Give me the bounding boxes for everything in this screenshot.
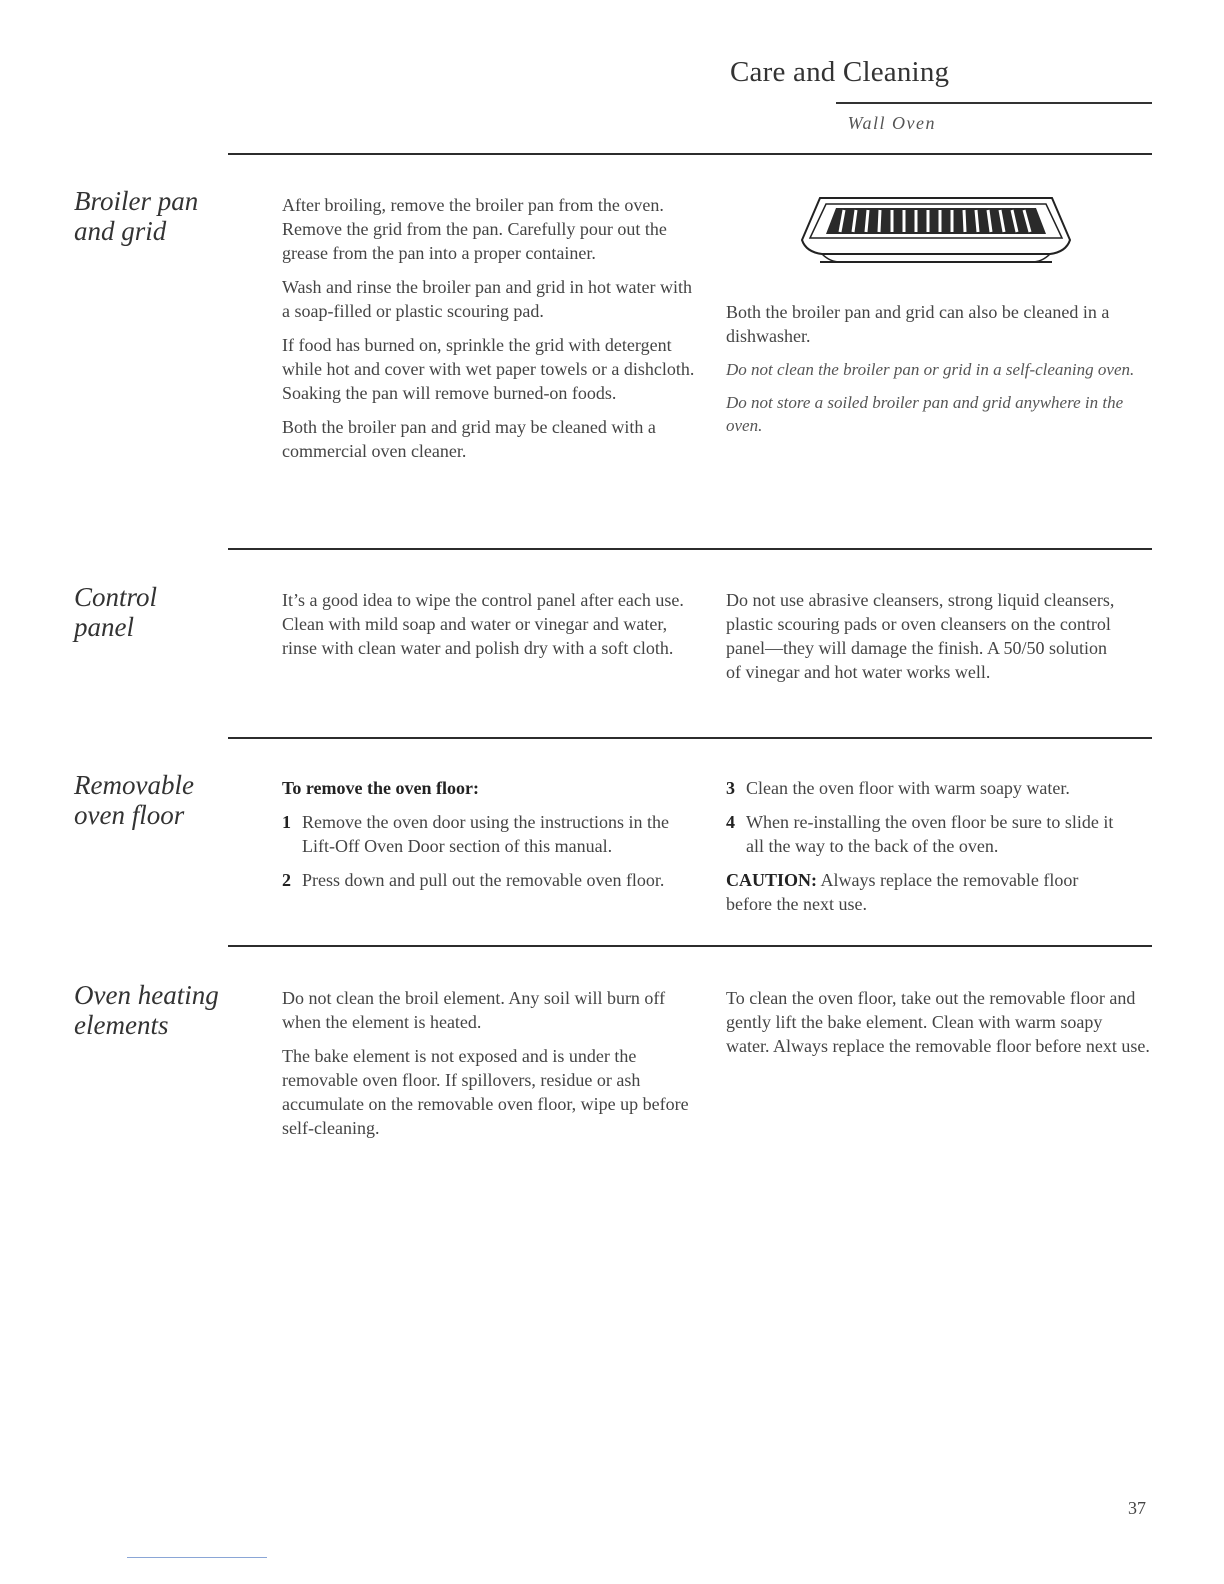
section-title-line: Control: [74, 582, 158, 612]
section-title-line: panel: [74, 612, 134, 642]
page-subtitle: Wall Oven: [847, 113, 936, 133]
caution-text: Always replace the removable floor before the next use.: [726, 870, 1079, 914]
section-divider: [228, 548, 1152, 550]
broiler-pan-icon: [800, 196, 1072, 266]
control-panel-left-column: [282, 588, 702, 670]
header-rule: [836, 102, 1152, 104]
footer-line: [127, 1557, 267, 1558]
paragraph: If food has burned on, sprinkle the grid with detergent while hot and cover with wet paper towels or a dishcloth. Soaking the pan will remove burned-on foods.: [282, 335, 695, 403]
step-text: Clean the oven floor with warm soapy water.: [746, 778, 1070, 798]
paragraph: The bake element is not exposed and is under the removable oven floor. If spillovers, residue or ash accumulate on the removable oven floor, wipe up before self-cleaning.: [282, 1046, 689, 1138]
paragraph: Both the broiler pan and grid can also be cleaned in a dishwasher.: [726, 302, 1110, 346]
step-item: [726, 810, 1126, 858]
section-title-oven-heating-elements: [74, 980, 254, 1040]
paragraph: It’s a good idea to wipe the control panel after each use. Clean with mild soap and water or vinegar and water, rinse with clean water and polish dry with a soft cloth.: [282, 590, 684, 658]
step-text: Press down and pull out the removable oven floor.: [302, 870, 665, 890]
section-title-broiler-pan: [74, 186, 254, 246]
caution-label: CAUTION:: [726, 870, 818, 890]
heating-elements-right-column: [726, 986, 1150, 1068]
section-title-line: Oven heating: [74, 980, 219, 1010]
section-title-line: Removable: [74, 770, 194, 800]
paragraph: After broiling, remove the broiler pan from the oven. Remove the grid from the pan. Carefully pour out the grease from the pan into a proper container.: [282, 195, 667, 263]
paragraph: To clean the oven floor, take out the removable floor and gently lift the bake element. Clean with warm soapy water. Always replace the removable floor before next use.: [726, 988, 1150, 1056]
section-title-control-panel: [74, 582, 254, 642]
section-title-removable-oven-floor: [74, 770, 254, 830]
paragraph: Wash and rinse the broiler pan and grid in hot water with a soap-filled or plastic scouring pad.: [282, 277, 692, 321]
warning-paragraph: Do not clean the broiler pan or grid in a self-cleaning oven.: [726, 360, 1135, 379]
heating-elements-left-column: [282, 986, 702, 1150]
page-title: Care and Cleaning: [730, 56, 950, 88]
section-divider: [228, 945, 1152, 947]
page-number: 37: [1128, 1498, 1146, 1518]
oven-floor-right-column: [726, 776, 1126, 926]
step-text: When re-installing the oven floor be sure to slide it all the way to the back of the oven.: [746, 812, 1114, 856]
caution-note: [726, 868, 1126, 916]
section-title-line: Broiler pan: [74, 186, 199, 216]
broiler-pan-right-column: [726, 300, 1150, 447]
step-number: 4: [726, 812, 735, 832]
section-title-line: elements: [74, 1010, 169, 1040]
step-number: 3: [726, 778, 735, 798]
section-divider: [228, 737, 1152, 739]
section-title-line: oven floor: [74, 800, 185, 830]
step-item: [726, 776, 1126, 800]
step-text: Remove the oven door using the instructions in the Lift-Off Oven Door section of this manual.: [302, 812, 669, 856]
broiler-pan-left-column: [282, 193, 702, 473]
control-panel-right-column: [726, 588, 1126, 694]
step-number: 2: [282, 870, 291, 890]
step-item: [282, 810, 702, 858]
step-item: [282, 868, 702, 892]
paragraph: Both the broiler pan and grid may be cleaned with a commercial oven cleaner.: [282, 417, 656, 461]
paragraph: Do not clean the broil element. Any soil will burn off when the element is heated.: [282, 988, 666, 1032]
step-number: 1: [282, 812, 291, 832]
section-title-line: and grid: [74, 216, 167, 246]
warning-paragraph: Do not store a soiled broiler pan and grid anywhere in the oven.: [726, 393, 1124, 435]
paragraph: Do not use abrasive cleansers, strong liquid cleansers, plastic scouring pads or oven cleansers on the control panel—they will damage the finish. A 50/50 solution of vinegar and hot water works well.: [726, 590, 1115, 682]
section-divider: [228, 153, 1152, 155]
instructions-lead: To remove the oven floor:: [282, 778, 479, 798]
oven-floor-left-column: [282, 776, 702, 902]
